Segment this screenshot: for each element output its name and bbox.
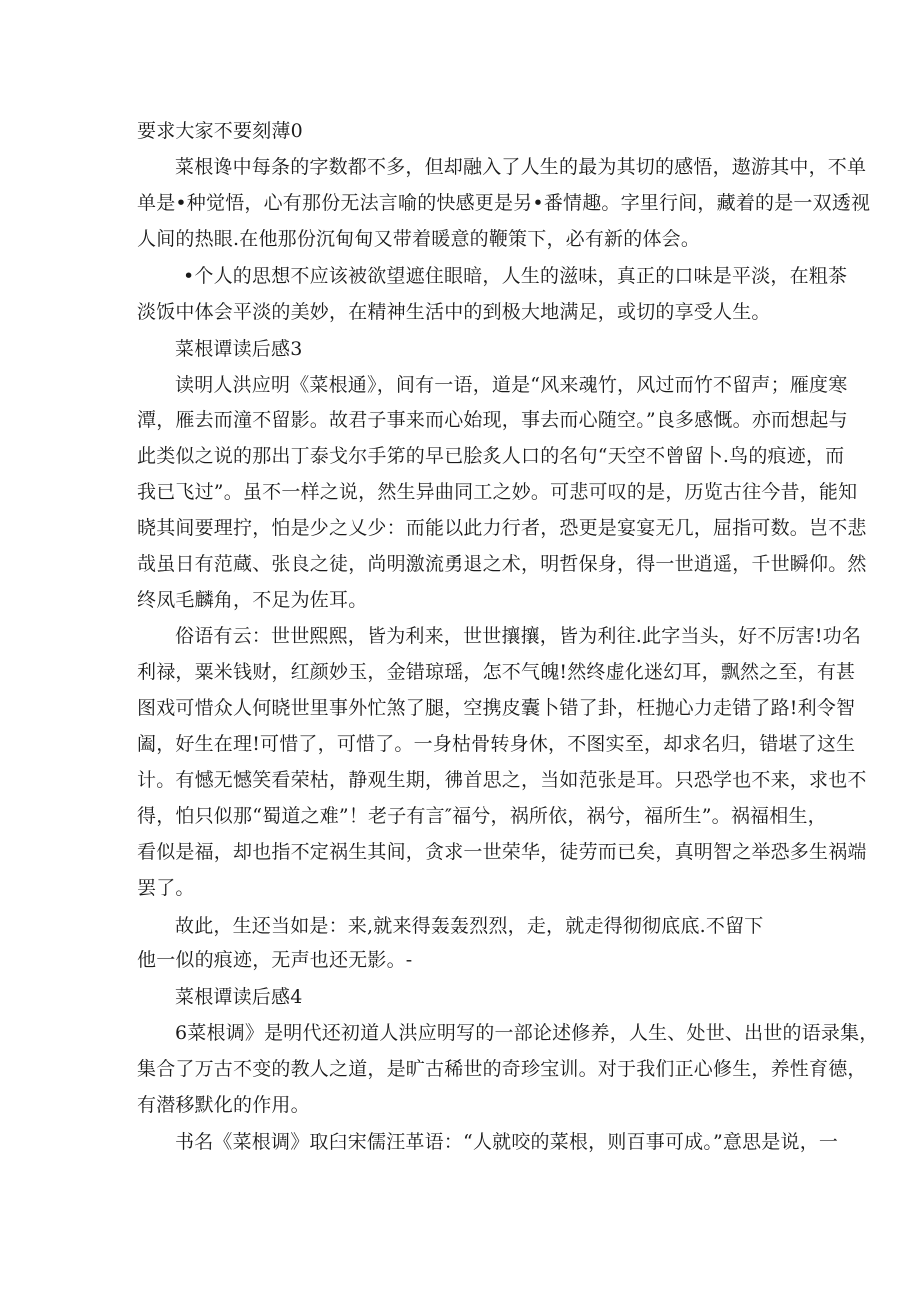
text-line: 阖，好生在理!可惜了，可惜了。一身枯骨转身休，不图实至，却求名归，错堪了这生	[137, 733, 856, 755]
text-line: 6菜根调》是明代还初道人洪应明写的一部论述修养，人生、处世、出世的语录集，	[175, 1022, 879, 1044]
text-line: 看似是福，却也指不定祸生其间，贪求一世荣华，徒劳而已矣，真明智之举恐多生祸端	[137, 841, 867, 863]
text-line: 他一似的痕迹，无声也还无影。-	[137, 949, 413, 971]
text-line: 菜根谗中每条的字数都不多，但却融入了人生的最为其切的感悟，遨游其中，不单	[175, 156, 867, 178]
text-line: 此类似之说的那出丁泰戈尔手笫的早已脍炙人口的名句“天空不曾留卜.鸟的痕迹，而	[137, 445, 845, 467]
text-line: •个人的思想不应该被欲望遮住眼暗，人生的滋味，真正的口味是平淡，在粗茶	[183, 265, 848, 287]
text-line: 书名《菜根调》取臼宋儒汪革语：“人就咬的菜根，则百事可成。”意思是说，一	[175, 1131, 839, 1153]
text-line: 图戏可惜众人何晓世里事外忙煞了腿，空携皮囊卜错了卦，枉抛心力走错了路!利令智	[137, 697, 856, 719]
text-line: 集合了万古不变的教人之道，是旷古稀世的奇珍宝训。对于我们正心修生，养性育德，	[137, 1058, 867, 1080]
section-heading: 菜根谭读后感3	[175, 338, 303, 360]
text-line: 得，怕只似那“蜀道之难”！老子有言″福兮，祸所依，祸兮，福所生”。祸福相生，	[137, 805, 827, 827]
section-heading: 菜根谭读后感4	[175, 986, 303, 1008]
text-line: 有潜移默化的作用。	[137, 1094, 310, 1116]
text-line: 单是•种觉悟，心有那份无法言喻的快感更是另•番情趣。字里行间，藏着的是一双透视	[137, 192, 871, 214]
text-line: 读明人洪应明《菜根通》，间有一语，道是“风来魂竹，风过而竹不留声；雁度寒	[175, 374, 848, 396]
text-line: 计。有憾无憾笑看荣枯，静观生期，彿首思之，当如范张是耳。只恐学也不来，求也不	[137, 769, 867, 791]
text-line: 终凤毛麟角，不足为佐耳。	[137, 589, 368, 611]
text-line: 要求大家不要刻薄0	[137, 120, 303, 142]
text-line: 淡饭中体会平淡的美妙，在精神生活中的到极大地满足，或切的享受人生。	[137, 301, 771, 323]
text-line: 人间的热眼.在他那份沉甸甸又带着暖意的鞭策下，必有新的体会。	[137, 228, 701, 250]
text-line: 罢了。	[137, 877, 195, 899]
text-line: 俗语有云：世世熙熙，皆为利来，世世攘攘，皆为利往.此字当头，好不厉害!功名	[175, 625, 862, 647]
text-line: 哉虽日有范蔵、张良之徒，尚明激流勇退之术，明哲保身，得一世逍遥，千世瞬仰。然	[137, 553, 867, 575]
text-line: 故此，生还当如是：来,就来得轰轰烈烈，走，就走得彻彻底底.不留下	[175, 915, 764, 937]
text-line: 我已飞过”。虽不一样之说，然生异曲同工之妙。可悲可叹的是，历览古往今昔，能知	[137, 481, 858, 503]
text-line: 潭，雁去而潼不留影。故君子事来而心始现，事去而心随空。”良多感慨。亦而想起与	[137, 409, 848, 431]
text-line: 晓其间要理拧，怕是少之乂少：而能以此力行者，恐更是宴宴无几，屈指可数。岂不悲	[137, 517, 867, 539]
text-line: 利禄，粟米钱财，红颜妙玉，金错琼瑶，怎不气魄!然终虚化迷幻耳，飘然之至，有甚	[137, 661, 856, 683]
